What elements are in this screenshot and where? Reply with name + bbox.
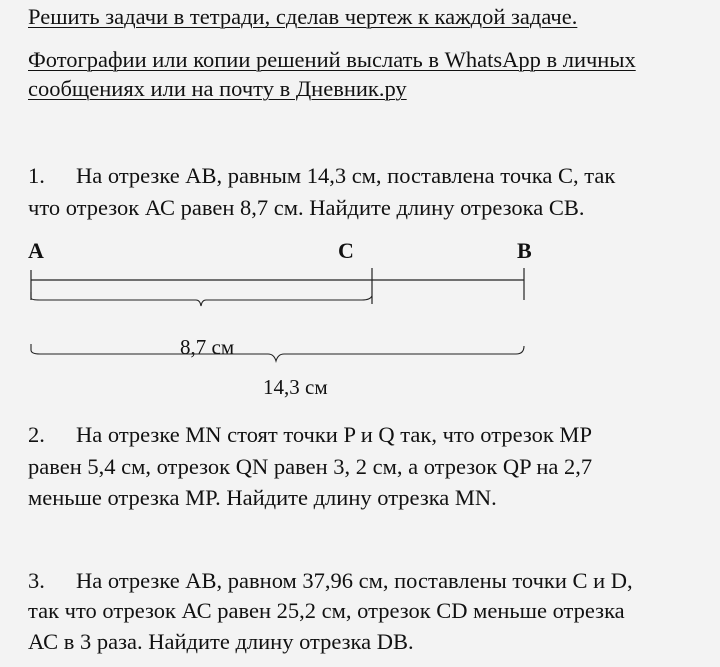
point-c-label: C xyxy=(338,238,354,263)
task-3-number: 3. xyxy=(28,568,45,593)
task-1-line-2: что отрезок АС равен 8,7 см. Найдите длину отрезока СВ. xyxy=(28,195,585,220)
task-2-line-3: меньше отрезка MP. Найдите длину отрезка MN. xyxy=(28,485,497,510)
label-ac-length: 8,7 см xyxy=(180,335,235,359)
label-ab-length: 14,3 см xyxy=(263,375,328,399)
instruction-line-3: сообщениях или на почту в Дневник.ру xyxy=(28,76,407,101)
task-3-line-2: так что отрезок АС равен 25,2 см, отрезок CD меньше отрезка xyxy=(28,598,625,623)
segment-diagram xyxy=(0,230,720,400)
point-b-label: B xyxy=(517,238,532,263)
task-1-number: 1. xyxy=(28,163,45,188)
brace-ac xyxy=(31,292,372,306)
task-2-line-2: равен 5,4 см, отрезок QN равен 3, 2 см, а отрезок QP на 2,7 xyxy=(28,454,593,479)
instruction-line-1: Решить задачи в тетради, сделав чертеж к каждой задаче. xyxy=(28,4,578,29)
task-3-line-1: 3. На отрезке АВ, равном 37,96 см, поставлены точки С и D, xyxy=(28,568,633,593)
task-2-line-1: 2. На отрезке MN стоят точки P и Q так, что отрезок MP xyxy=(28,422,592,447)
task-3-line-3: АС в 3 раза. Найдите длину отрезка DB. xyxy=(28,629,414,654)
point-a-label: A xyxy=(28,238,44,263)
task-2-number: 2. xyxy=(28,422,45,447)
task-1-line-1: 1. На отрезке АВ, равным 14,3 см, поставлена точка С, так xyxy=(28,163,616,188)
instruction-line-2: Фотографии или копии решений выслать в WhatsApp в личных xyxy=(28,47,636,72)
brace-ab xyxy=(31,344,524,361)
